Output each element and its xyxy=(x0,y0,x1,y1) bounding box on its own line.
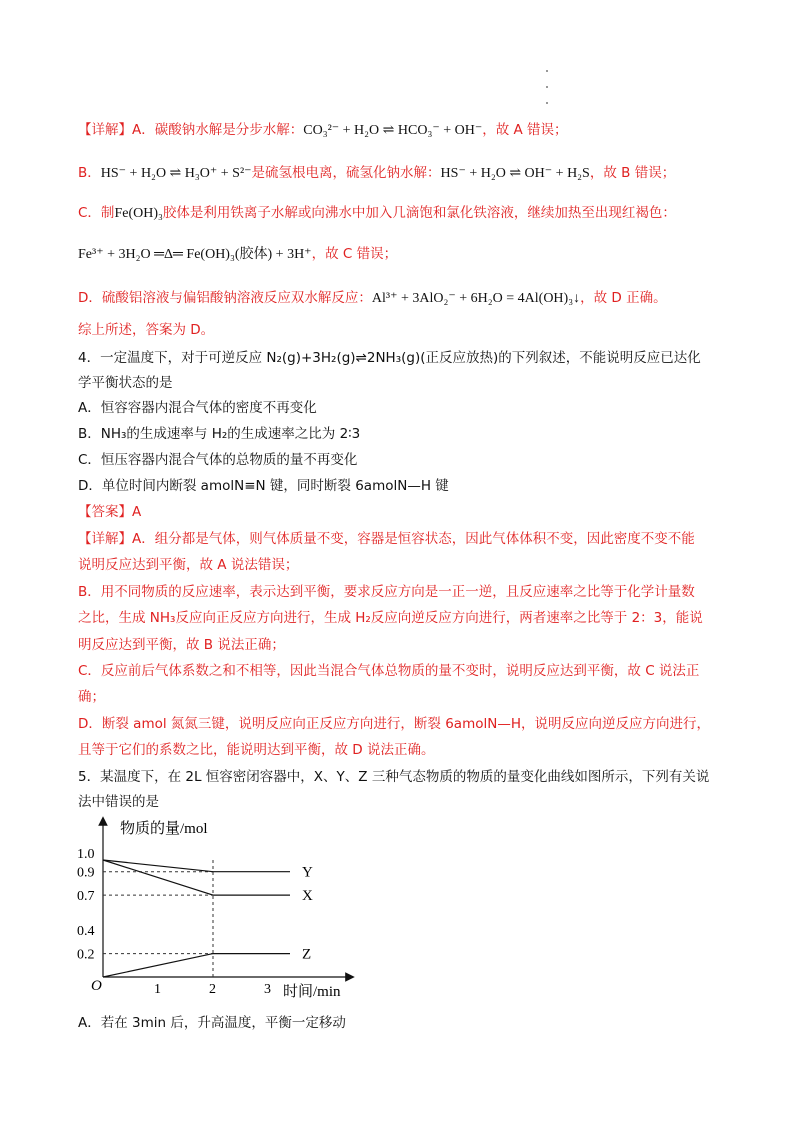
series-label-z: Z xyxy=(302,946,312,963)
iron-hydroxide-formula: Fe(OH)₃ xyxy=(114,206,163,221)
q4-exp-line: 说明反应达到平衡，故 A 说法错误； xyxy=(78,557,299,573)
series-line-z xyxy=(103,954,290,977)
q4-option-c: C．恒压容器内混合气体的总物质的量不再变化 xyxy=(78,452,358,468)
y-tick-label: 1.0 xyxy=(77,847,95,862)
q4-exp-line: 且等于它们的系数之比，能说明达到平衡，故 D 说法正确。 xyxy=(78,742,435,758)
explanation-b-tail: ，故 B 错误； xyxy=(589,165,676,181)
origin-label: O xyxy=(91,978,102,994)
y-tick-label: 0.2 xyxy=(77,947,95,963)
q4-exp-line: 之比，生成 NH₃反应向正反应方向进行，生成 H₂反应向逆反应方向进行，两者速率之比等于 2：3，能说 xyxy=(78,610,703,626)
q4-exp-line: B．用不同物质的反应速率，表示达到平衡，要求反应方向是一正一逆，且反应速率之比等于化学计量数 xyxy=(78,584,695,600)
q4-exp-line: C．反应前后气体系数之和不相等，因此当混合气体总物质的量不变时，说明反应达到平衡，故 C 说法正 xyxy=(78,663,700,679)
q4-option-a: A．恒容容器内混合气体的密度不再变化 xyxy=(78,400,317,416)
y-tick-label: 0.7 xyxy=(77,889,95,905)
q4-option-b: B．NH₃的生成速率与 H₂的生成速率之比为 2∶3 xyxy=(78,426,361,442)
equation-hydrolysis: HS⁻ + H₂O ⇌ OH⁻ + H₂S xyxy=(440,166,590,181)
q4-option-d: D．单位时间内断裂 amolN≡N 键，同时断裂 6amolN—H 键 xyxy=(78,478,449,494)
q5-option-a: A．若在 3min 后，升高温度，平衡一定移动 xyxy=(78,1015,346,1031)
q5-stem-1: 5．某温度下，在 2L 恒容密闭容器中，X、Y、Z 三种气态物质的物质的量变化曲线如图所示，下列有关说 xyxy=(78,769,710,785)
equation-double-hydrolysis: Al³⁺ + 3AlO₂⁻ + 6H₂O = 4Al(OH)₃↓ xyxy=(371,291,581,306)
q4-exp-line: 【详解】A．组分都是气体，则气体质量不变，容器是恒容状态，因此气体体积不变，因此密度不变不能 xyxy=(78,531,695,547)
q4-exp-line: 确； xyxy=(78,689,105,705)
y-tick-label: 0.4 xyxy=(77,924,95,940)
explanation-a xyxy=(78,120,568,141)
explanation-d-tail: ，故 D 正确。 xyxy=(580,290,667,306)
q4-exp-line: 明反应达到平衡，故 B 说法正确； xyxy=(78,637,285,653)
explanation-a-tail: ，故 A 错误； xyxy=(482,122,568,138)
equation-ionization: HS⁻ + H₂O ⇌ H₃O⁺ + S²⁻ xyxy=(100,166,252,181)
y-axis-label: 物质的量/mol xyxy=(120,821,208,837)
x-tick-label: 3 xyxy=(264,982,271,997)
explanation-b-mid: 是硫氢根电离，硫氢化钠水解： xyxy=(251,165,441,181)
explanation-c-eq-tail: ，故 C 错误； xyxy=(311,246,398,262)
equation-colloid: Fe³⁺ + 3H₂O ═Δ═ Fe(OH)₃(胶体) + 3H⁺ xyxy=(78,247,312,262)
amount-time-chart xyxy=(75,815,395,1015)
x-axis-label: 时间/min xyxy=(283,984,341,1000)
decorative-dots xyxy=(546,70,548,118)
explanation-c-lead: C．制 xyxy=(78,205,115,221)
q4-stem-1: 4．一定温度下，对于可逆反应 N₂(g)+3H₂(g)⇌2NH₃(g)(正反应放热)的下列叙述，不能说明反应已达化 xyxy=(78,350,701,366)
series-line-x xyxy=(103,860,290,895)
q5-stem-2: 法中错误的是 xyxy=(78,794,159,810)
y-tick-label: 0.9 xyxy=(77,865,95,881)
explanation-b-lead: B． xyxy=(78,165,101,181)
q4-stem-2: 学平衡状态的是 xyxy=(78,375,173,391)
x-tick-label: 2 xyxy=(209,982,216,997)
explanation-d-lead: D．硫酸铝溶液与偏铝酸钠溶液反应双水解反应： xyxy=(78,290,372,306)
equation-carbonate: CO₃²⁻ + H₂O ⇌ HCO₃⁻ + OH⁻ xyxy=(303,123,483,138)
q4-exp-line: D．断裂 amol 氮氮三键，说明反应向正反应方向进行，断裂 6amolN—H，说明反应向逆反应方向进行， xyxy=(78,716,710,732)
explanation-c xyxy=(78,203,676,224)
series-line-y xyxy=(103,860,290,872)
explanation-d xyxy=(78,288,667,309)
q4-answer: 【答案】A xyxy=(78,504,142,520)
x-tick-label: 1 xyxy=(154,982,161,997)
explanation-b xyxy=(78,163,675,184)
summary: 综上所述，答案为 D。 xyxy=(78,322,215,338)
explanation-a-text: 【详解】A．碳酸钠水解是分步水解： xyxy=(78,122,304,138)
explanation-c-equation xyxy=(78,244,397,265)
explanation-c-tail: 胶体是利用铁离子水解或向沸水中加入几滴饱和氯化铁溶液，继续加热至出现红褐色： xyxy=(162,205,676,221)
series-label-x: X xyxy=(302,888,313,905)
series-label-y: Y xyxy=(302,864,313,881)
